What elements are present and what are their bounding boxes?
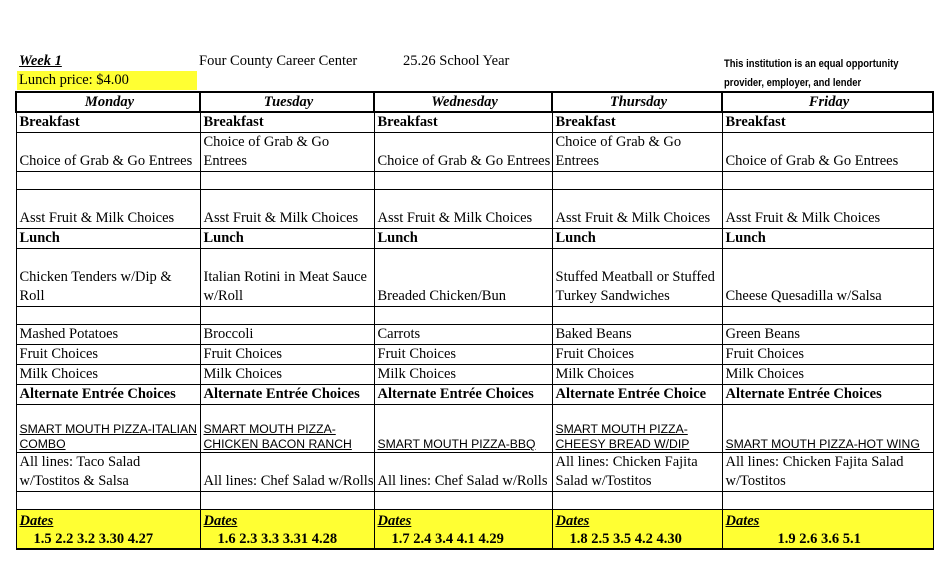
pizza-option: SMART MOUTH PIZZA-HOT WING: [722, 405, 933, 453]
dates-values: 1.6 2.3 3.3 3.31 4.28: [217, 531, 338, 547]
alternate-label: Alternate Entrée Choice: [552, 385, 722, 405]
lunch-price: Lunch price: $4.00: [17, 71, 197, 90]
salad-option: All lines: Chicken Fajita Salad w/Tostitos: [722, 453, 933, 492]
blank-row: [16, 492, 933, 510]
pizza-option: SMART MOUTH PIZZA-ITALIAN COMBO: [16, 405, 200, 453]
menu-table: [15, 91, 934, 550]
blank-row: [16, 307, 933, 325]
breakfast-fruit: Asst Fruit & Milk Choices: [16, 190, 200, 229]
dates-values: 1.9 2.6 3.6 5.1: [777, 531, 861, 547]
breakfast-entree: Choice of Grab & Go Entrees: [552, 133, 722, 172]
dates-label: Dates: [203, 513, 238, 529]
lunch-label: Lunch: [722, 229, 933, 249]
breakfast-fruit: Asst Fruit & Milk Choices: [200, 190, 374, 229]
salad-row: [16, 453, 933, 492]
breakfast-label: Breakfast: [200, 112, 374, 133]
day-header: Friday: [722, 92, 933, 112]
school-name: Four County Career Center: [199, 53, 358, 69]
alternate-label: Alternate Entrée Choices: [374, 385, 552, 405]
lunch-entree: Stuffed Meatball or Stuffed Turkey Sandwiches: [552, 249, 722, 307]
pizza-option: SMART MOUTH PIZZA-CHICKEN BACON RANCH: [200, 405, 374, 453]
fruit-choices: Fruit Choices: [16, 345, 200, 365]
lunch-entree: Chicken Tenders w/Dip & Roll: [16, 249, 200, 307]
breakfast-entree: Choice of Grab & Go Entrees: [200, 133, 374, 172]
milk-choices: Milk Choices: [374, 365, 552, 385]
dates-values: 1.8 2.5 3.5 4.2 4.30: [569, 531, 682, 547]
side-dish: Carrots: [374, 325, 552, 345]
day-header: Tuesday: [200, 92, 374, 112]
alternate-label: Alternate Entrée Choices: [200, 385, 374, 405]
milk-choices: Milk Choices: [200, 365, 374, 385]
side-dish: Green Beans: [722, 325, 933, 345]
equal-opportunity-statement: This institution is an equal opportunity provider, employer, and lender: [724, 58, 899, 89]
milk-choices: Milk Choices: [16, 365, 200, 385]
week-label: Week 1: [19, 53, 62, 69]
milk-choices: Milk Choices: [552, 365, 722, 385]
side-dish: Mashed Potatoes: [16, 325, 200, 345]
milk-choices: Milk Choices: [722, 365, 933, 385]
dates-cell: [374, 510, 552, 550]
lunch-header-row: [16, 229, 933, 249]
pizza-option: SMART MOUTH PIZZA-CHEESY BREAD W/DIP: [552, 405, 722, 453]
breakfast-entree: Choice of Grab & Go Entrees: [722, 133, 933, 172]
lunch-entree-row: [16, 249, 933, 307]
alternate-header-row: [16, 385, 933, 405]
fruit-choices: Fruit Choices: [552, 345, 722, 365]
salad-option: All lines: Chicken Fajita Salad w/Tostitos: [552, 453, 722, 492]
lunch-label: Lunch: [16, 229, 200, 249]
breakfast-entree: Choice of Grab & Go Entrees: [16, 133, 200, 172]
salad-option: All lines: Chef Salad w/Rolls: [200, 453, 374, 492]
breakfast-fruit: Asst Fruit & Milk Choices: [552, 190, 722, 229]
day-header-row: [16, 92, 933, 112]
dates-cell: [200, 510, 374, 550]
breakfast-entree-row: [16, 133, 933, 172]
pizza-row: [16, 405, 933, 453]
blank-row: [16, 172, 933, 190]
fruit-choices: Fruit Choices: [200, 345, 374, 365]
side-dish: Broccoli: [200, 325, 374, 345]
dates-label: Dates: [555, 513, 590, 529]
side-row: [16, 325, 933, 345]
fruit-choices: Fruit Choices: [722, 345, 933, 365]
lunch-entree: Breaded Chicken/Bun: [374, 249, 552, 307]
dates-label: Dates: [19, 513, 54, 529]
breakfast-header-row: [16, 112, 933, 133]
side-dish: Baked Beans: [552, 325, 722, 345]
dates-values: 1.5 2.2 3.2 3.30 4.27: [33, 531, 154, 547]
milk-row: [16, 365, 933, 385]
dates-cell: [16, 510, 200, 550]
dates-cell: [552, 510, 722, 550]
breakfast-label: Breakfast: [552, 112, 722, 133]
school-year: 25.26 School Year: [403, 53, 510, 69]
dates-cell: [722, 510, 933, 550]
lunch-label: Lunch: [200, 229, 374, 249]
breakfast-label: Breakfast: [722, 112, 933, 133]
lunch-entree: Cheese Quesadilla w/Salsa: [722, 249, 933, 307]
dates-row: [16, 510, 933, 550]
breakfast-fruit: Asst Fruit & Milk Choices: [374, 190, 552, 229]
lunch-label: Lunch: [552, 229, 722, 249]
salad-option: All lines: Chef Salad w/Rolls: [374, 453, 552, 492]
salad-option: All lines: Taco Salad w/Tostitos & Salsa: [16, 453, 200, 492]
breakfast-entree: Choice of Grab & Go Entrees: [374, 133, 552, 172]
dates-values: 1.7 2.4 3.4 4.1 4.29: [391, 531, 504, 547]
day-header: Thursday: [552, 92, 722, 112]
dates-label: Dates: [725, 513, 760, 529]
alternate-label: Alternate Entrée Choices: [16, 385, 200, 405]
alternate-label: Alternate Entrée Choices: [722, 385, 933, 405]
breakfast-fruit-row: [16, 190, 933, 229]
lunch-entree: Italian Rotini in Meat Sauce w/Roll: [200, 249, 374, 307]
pizza-option: SMART MOUTH PIZZA-BBQ: [374, 405, 552, 453]
fruit-choices: Fruit Choices: [374, 345, 552, 365]
day-header: Wednesday: [374, 92, 552, 112]
breakfast-label: Breakfast: [16, 112, 200, 133]
breakfast-label: Breakfast: [374, 112, 552, 133]
fruit-row: [16, 345, 933, 365]
breakfast-fruit: Asst Fruit & Milk Choices: [722, 190, 933, 229]
day-header: Monday: [16, 92, 200, 112]
dates-label: Dates: [377, 513, 412, 529]
lunch-label: Lunch: [374, 229, 552, 249]
